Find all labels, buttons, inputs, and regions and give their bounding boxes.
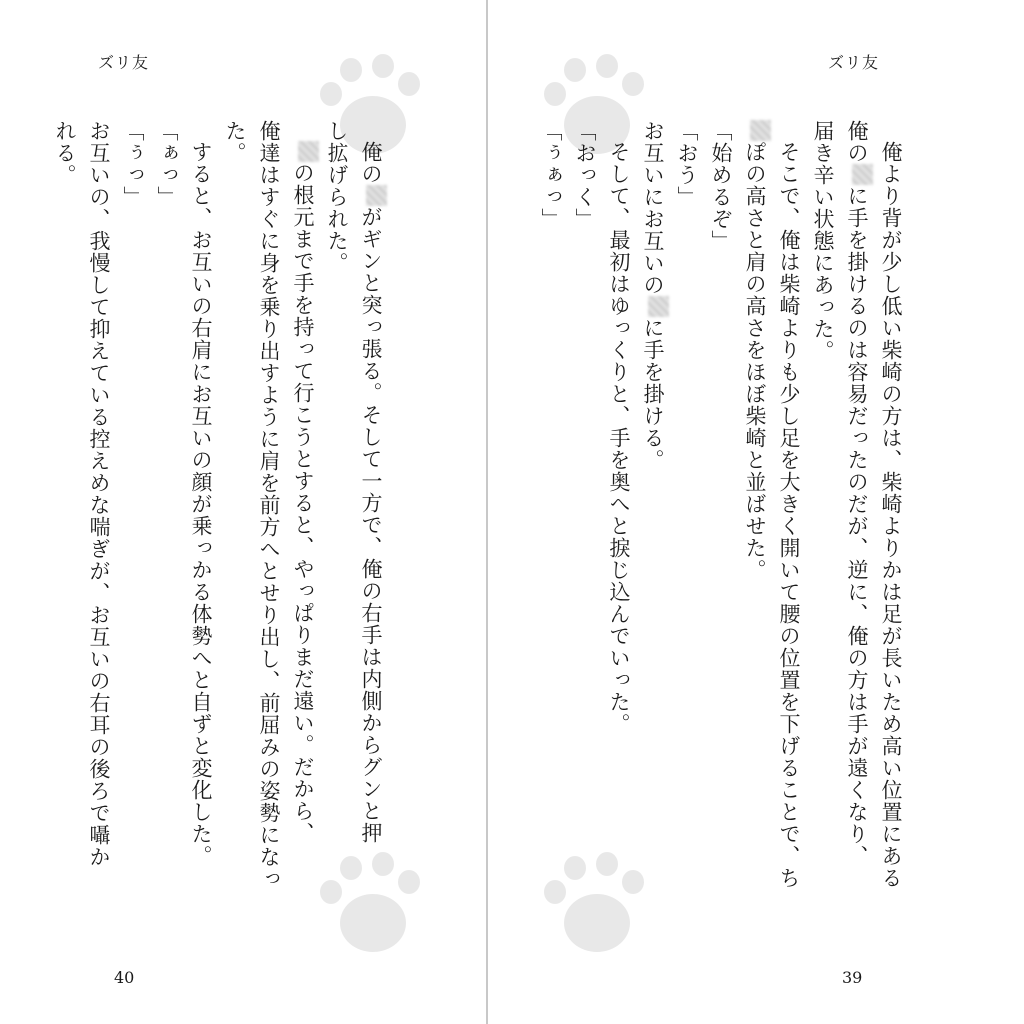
text-line: れる。: [53, 120, 77, 186]
text-line: 「始めるぞ」: [709, 120, 733, 252]
text-line: 俺より背が少し低い柴崎の方は、柴崎よりかは足が長いため高い位置にある: [879, 141, 903, 889]
running-head: ズリ友: [828, 53, 880, 72]
text-line: 「ぅぁっ」: [539, 120, 563, 230]
text-line: 届き辛い状態にあった。: [811, 120, 835, 362]
text-line: ぽの高さと肩の高さをほぼ柴崎と並ばせた。: [738, 120, 772, 920]
page-number: 40: [114, 968, 135, 987]
redacted-word: [366, 185, 387, 206]
redacted-word: [852, 164, 873, 185]
text-line: お互いの、我慢して抑えている控えめな喘ぎが、お互いの右耳の後ろで囁か: [87, 120, 111, 868]
redacted-word: [648, 296, 669, 317]
body-text: [488, 120, 908, 920]
text-line: 俺のに手を掛けるのは容易だったのだが、逆に、俺の方は手が遠くなり、: [840, 120, 874, 920]
text-line: し拡げられた。: [325, 120, 349, 274]
text-line: すると、お互いの右肩にお互いの顔が乗っかる体勢へと自ずと変化した。: [189, 141, 213, 867]
text-line: 「おっく」: [573, 120, 597, 230]
text-line: そこで、俺は柴崎よりも少し足を大きく開いて腰の位置を下げることで、ち: [777, 141, 801, 889]
redacted-word: [750, 120, 771, 141]
text-line: そして、最初はゆっくりと、手を奥へと捩じ込んでいった。: [607, 141, 631, 735]
text-line: 「ぁっ」: [155, 120, 179, 208]
text-line: の根元まで手を持って行こうとすると、やっぱりまだ遠い。だから、: [286, 120, 320, 920]
text-line: お互いにお互いのに手を掛ける。: [636, 120, 670, 920]
page-number: 39: [842, 968, 863, 987]
body-text: [0, 120, 388, 920]
text-line: た。: [223, 120, 247, 164]
text-line: 俺のがギンと突っ張る。そして一方で、俺の右手は内側からグンと押: [354, 120, 388, 920]
right-page: [488, 0, 1024, 1024]
running-head: ズリ友: [98, 53, 150, 72]
text-line: 俺達はすぐに身を乗り出すように肩を前方へとせり出し、前屈みの姿勢になっ: [257, 120, 281, 890]
left-page: [0, 0, 486, 1024]
text-line: 「おう」: [675, 120, 699, 208]
text-line: 「ぅっ」: [121, 120, 145, 208]
redacted-word: [298, 141, 319, 162]
